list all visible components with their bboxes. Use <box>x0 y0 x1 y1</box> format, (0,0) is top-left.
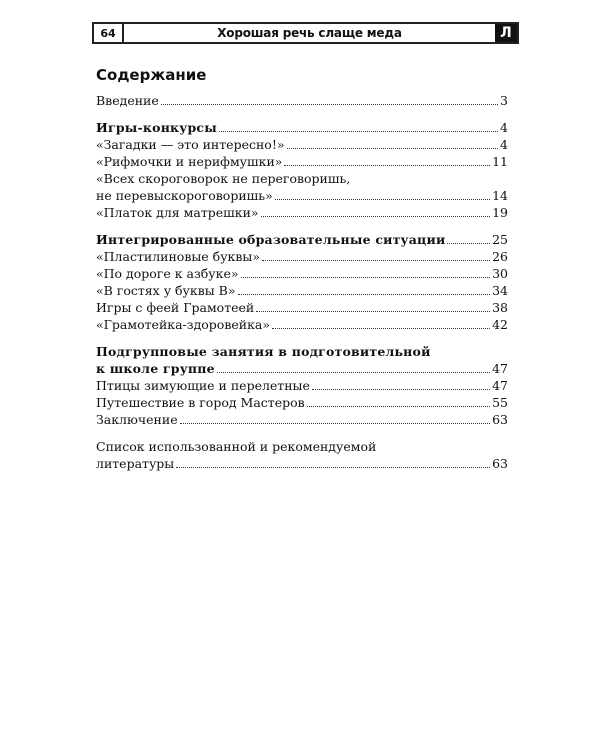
toc-entry[interactable] <box>96 153 508 170</box>
dot-leader <box>217 372 490 373</box>
toc-entry[interactable] <box>96 248 508 265</box>
toc-entry-title: Путешествие в город Мастеров <box>96 395 305 410</box>
toc-entry-title: «В гостях у буквы В» <box>96 283 236 298</box>
dot-leader <box>272 328 490 329</box>
toc-entry[interactable] <box>96 411 508 428</box>
toc-entry[interactable] <box>96 394 508 411</box>
toc-entry-row <box>96 316 508 333</box>
group-spacer <box>96 109 508 119</box>
toc-entry-page: 63 <box>492 412 508 427</box>
toc-entry-row <box>96 394 508 411</box>
toc-entry-title: «Пластилиновые буквы» <box>96 249 261 264</box>
running-header <box>92 22 519 44</box>
toc-entry-title: «Загадки — это интересно!» <box>96 137 285 152</box>
toc-entry[interactable] <box>96 282 508 299</box>
dot-leader <box>241 277 491 278</box>
toc-entry[interactable] <box>96 299 508 316</box>
toc-entry-title: «Рифмочки и нерифмушки» <box>96 154 283 169</box>
toc-entry-page: 11 <box>492 154 508 169</box>
toc-entry-title-line: Список использованной и рекомендуемой <box>96 439 377 454</box>
toc-section-entry[interactable] <box>96 231 508 248</box>
toc-entry-row <box>96 187 508 204</box>
toc-entry[interactable] <box>96 377 508 394</box>
group-spacer <box>96 428 508 438</box>
group-spacer <box>96 333 508 343</box>
toc-entry-title: Введение <box>96 93 159 108</box>
toc-entry-row <box>96 248 508 265</box>
dot-leader <box>262 260 490 261</box>
toc-entry-title: «По дороге к азбуке» <box>96 266 239 281</box>
page-number: 64 <box>94 24 124 42</box>
toc-entry[interactable] <box>96 265 508 282</box>
toc-entry-title: Интегрированные образовательные ситуации <box>96 232 446 247</box>
dot-leader <box>180 423 490 424</box>
toc-entry-row <box>96 455 508 472</box>
toc-entry[interactable] <box>96 316 508 333</box>
dot-leader <box>256 311 490 312</box>
toc-entry-page: 47 <box>492 378 508 393</box>
toc-entry-page: 19 <box>492 205 508 220</box>
toc-entry-page: 4 <box>500 137 508 152</box>
toc-entry-row <box>96 377 508 394</box>
toc-entry-title: «Платок для матрешки» <box>96 205 259 220</box>
dot-leader <box>161 104 498 105</box>
toc-entry-row <box>96 136 508 153</box>
toc-entry-page: 47 <box>492 361 508 376</box>
dot-leader <box>447 243 490 244</box>
toc-entry-row <box>96 411 508 428</box>
toc-entry-page: 14 <box>492 188 508 203</box>
toc-entry-title: «Грамотейка-здоровейка» <box>96 317 271 332</box>
toc-entry-title: не перевыскороговоришь» <box>96 188 273 203</box>
toc-entry-title: Заключение <box>96 412 178 427</box>
toc-section-entry[interactable] <box>96 343 508 377</box>
toc-entry-page: 34 <box>492 283 508 298</box>
toc-entry-row <box>96 299 508 316</box>
group-spacer <box>96 221 508 231</box>
toc-entry-title-line: «Всех скороговорок не переговоришь, <box>96 171 351 186</box>
toc-entry-page: 42 <box>492 317 508 332</box>
dot-leader <box>312 389 490 390</box>
dot-leader <box>275 199 490 200</box>
toc-entry-title: Птицы зимующие и перелетные <box>96 378 310 393</box>
toc-entry-row <box>96 265 508 282</box>
dot-leader <box>261 216 491 217</box>
toc-entry-row <box>96 360 508 377</box>
dot-leader <box>176 467 490 468</box>
toc-entry-row <box>96 119 508 136</box>
dot-leader <box>219 131 498 132</box>
table-of-contents <box>96 92 508 472</box>
toc-entry[interactable] <box>96 204 508 221</box>
toc-entry-title-line: Подгрупповые занятия в подготовительной <box>96 344 431 359</box>
toc-entry-page: 3 <box>500 93 508 108</box>
toc-section-entry[interactable] <box>96 119 508 136</box>
toc-entry-page: 30 <box>492 266 508 281</box>
toc-entry-page: 25 <box>492 232 508 247</box>
toc-entry[interactable] <box>96 438 508 472</box>
toc-entry-row <box>96 282 508 299</box>
dot-leader <box>307 406 490 407</box>
toc-entry-page: 38 <box>492 300 508 315</box>
toc-entry-page: 63 <box>492 456 508 471</box>
dot-leader <box>287 148 499 149</box>
toc-entry-title: Игры с феей Грамотеей <box>96 300 255 315</box>
toc-entry-row <box>96 92 508 109</box>
running-title: Хорошая речь слаще меда <box>217 26 402 40</box>
dot-leader <box>284 165 490 166</box>
toc-entry-page: 55 <box>492 395 508 410</box>
toc-heading: Содержание <box>96 66 207 84</box>
toc-entry-title: к школе группе <box>96 361 215 376</box>
toc-entry-row <box>96 153 508 170</box>
toc-entry-row <box>96 231 508 248</box>
toc-entry-page: 26 <box>492 249 508 264</box>
toc-entry[interactable] <box>96 136 508 153</box>
toc-entry[interactable] <box>96 92 508 109</box>
toc-entry-page: 4 <box>500 120 508 135</box>
publisher-logo: Л <box>495 24 517 42</box>
toc-entry-title: литературы <box>96 456 175 471</box>
toc-entry-row <box>96 204 508 221</box>
toc-entry[interactable] <box>96 170 508 204</box>
dot-leader <box>238 294 491 295</box>
toc-entry-title: Игры-конкурсы <box>96 120 217 135</box>
